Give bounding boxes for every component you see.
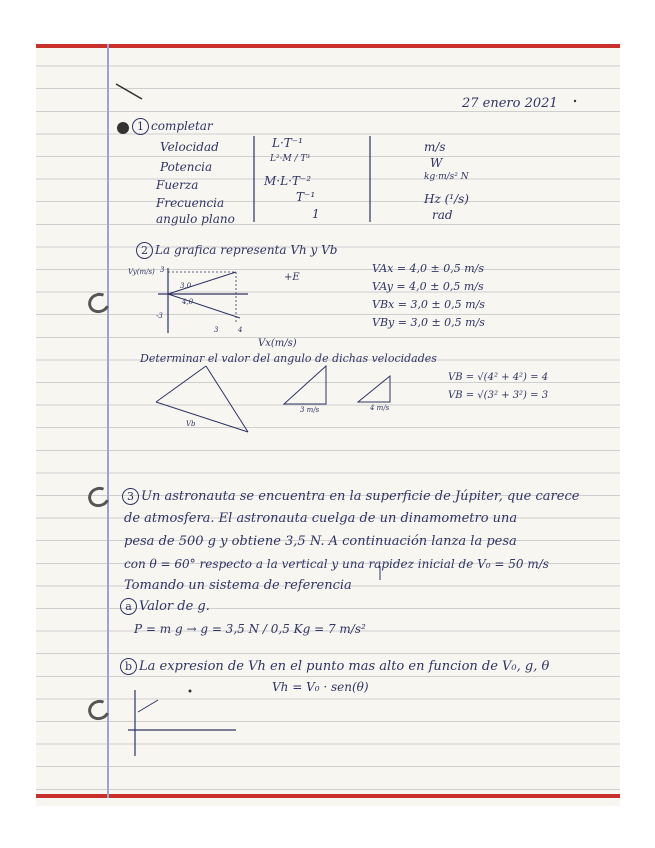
part-a-title: Valor de g. xyxy=(139,599,210,614)
graph-x-axis-label: Vx(m/s) xyxy=(258,338,297,349)
unit-value: kg·m/s² N xyxy=(424,172,469,182)
bullet-icon xyxy=(117,122,129,134)
dimension-value: 1 xyxy=(312,207,320,221)
part-b-formula: Vh = V₀ · sen(θ) xyxy=(272,680,369,694)
part-b-title: La expresion de Vh en el punto mas alto en funcion de V₀, g, θ xyxy=(139,659,550,674)
section3-line: Tomando un sistema de referencia xyxy=(124,578,352,593)
vector-label: Vb xyxy=(186,420,196,428)
section1-heading xyxy=(132,118,213,135)
unit-value: rad xyxy=(432,208,453,222)
section2-heading xyxy=(136,242,338,259)
part-a-label: a xyxy=(120,598,137,615)
tick-label: -3 xyxy=(156,312,163,320)
unit-value: W xyxy=(430,156,443,170)
section2-number: 2 xyxy=(136,242,153,259)
section3-line: 3 Un astronauta se encuentra en la superficie de Júpiter, que carece xyxy=(122,488,579,505)
section1-number: 1 xyxy=(132,118,149,135)
dimension-value: M·L·T⁻² xyxy=(264,174,312,188)
equation: VAy = 4,0 ± 0,5 m/s xyxy=(372,280,484,293)
section2-title: La grafica representa Vh y Vb xyxy=(155,243,338,257)
dimension-value: L·T⁻¹ xyxy=(272,136,303,150)
unit-value: Hz (¹/s) xyxy=(424,192,469,206)
part-b-heading xyxy=(120,658,549,675)
graph-y-axis-label: Vy(m/s) xyxy=(128,268,155,276)
part-a-formula: P = m g → g = 3,5 N / 0,5 Kg = 7 m/s² xyxy=(134,622,366,636)
section1-title: completar xyxy=(151,119,213,133)
equation: VBy = 3,0 ± 0,5 m/s xyxy=(372,316,485,329)
quantity-label: angulo plano xyxy=(156,212,235,226)
quantity-label: Fuerza xyxy=(156,178,199,192)
equation: VBx = 3,0 ± 0,5 m/s xyxy=(372,298,485,311)
magnitude-formula: VB = √(3² + 3²) = 3 xyxy=(448,390,549,401)
section3-line: pesa de 500 g y obtiene 3,5 N. A continuación lanza la pesa xyxy=(124,534,517,549)
dimension-value: L²·M / T³ xyxy=(270,154,311,164)
quantity-label: Potencia xyxy=(160,160,213,174)
tick-label: 3 xyxy=(160,266,165,274)
vector-label: 3,0 xyxy=(180,282,192,290)
magnitude-formula: VB = √(4² + 4²) = 4 xyxy=(448,372,549,383)
date: 27 enero 2021 xyxy=(462,96,558,111)
equation: VAx = 4,0 ± 0,5 m/s xyxy=(372,262,485,275)
triangle-label: 4 m/s xyxy=(370,404,390,412)
dimension-value: T⁻¹ xyxy=(296,190,316,204)
part-b-label: b xyxy=(120,658,137,675)
graph-side-note: +E xyxy=(284,272,300,283)
part-a-heading xyxy=(120,598,210,615)
quantity-label: Frecuencia xyxy=(156,196,225,210)
determine-text: Determinar el valor del angulo de dichas velocidades xyxy=(140,352,437,365)
section3-line: de atmosfera. El astronauta cuelga de un dinamometro una xyxy=(124,511,518,526)
quantity-label: Velocidad xyxy=(160,140,219,154)
section3-number: 3 xyxy=(122,488,139,505)
triangle-label: 3 m/s xyxy=(300,406,320,414)
section3-line: con θ = 60° respecto a la vertical y una rapidez inicial de V₀ = 50 m/s xyxy=(124,557,549,571)
tick-label: 4 xyxy=(238,326,243,334)
vector-label: 4,0 xyxy=(182,298,194,306)
tick-label: 3 xyxy=(214,326,219,334)
unit-value: m/s xyxy=(424,140,446,154)
